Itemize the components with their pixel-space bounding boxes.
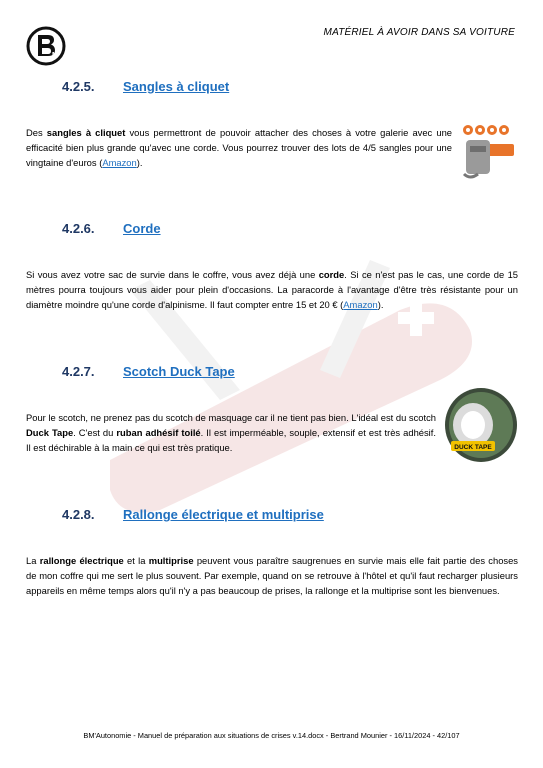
svg-text:M: M <box>52 52 58 59</box>
section-heading-rallonge <box>62 507 324 522</box>
section-title-link[interactable]: Scotch Duck Tape <box>123 364 235 379</box>
section-number: 4.2.5. <box>62 79 95 94</box>
paragraph-scotch: Pour le scotch, ne prenez pas du scotch de masquage car il ne tient pas bien. L'idéal est du scotch Duck Tape. C'est du ruban adhésif toilé. Il est imperméable, souple, extensif et est très adhésif. Il est déchirable à la main ce qui est très pratique. <box>26 412 436 453</box>
section-number: 4.2.8. <box>62 507 95 522</box>
bm-logo <box>26 26 66 66</box>
tape-brand-label: DUCK TAPE <box>454 444 492 451</box>
section-title-link[interactable]: Rallonge électrique et multiprise <box>123 507 324 522</box>
paragraph-sangles: Des sangles à cliquet vous permettront de pouvoir attacher des choses à votre galerie avec une efficacité bien plus grande qu'avec une corde. Vous pourrez trouver des lots de 4/5 sangles pour une vingtaine d'euros (Amazon). <box>26 127 452 168</box>
section-number: 4.2.7. <box>62 364 95 379</box>
section-heading-corde <box>62 221 161 236</box>
amazon-link[interactable]: Amazon <box>343 299 378 310</box>
running-header-title: MATÉRIEL À AVOIR DANS SA VOITURE <box>323 27 515 38</box>
ratchet-straps-image <box>460 122 516 182</box>
paragraph-rallonge: La rallonge électrique et la multiprise peuvent vous paraître saugrenues en survie mais elle fait partie des choses de mon coffre qui me sert le plus souvent. Par exemple, quand on se retrouve à l'hôtel et qu'il faut recharger plusieurs appareils en même temps alors qu'il n'y a pas beaucoup de prises, la rallonge et la multiprise sont les bienvenues. <box>26 555 518 596</box>
duck-tape-roll-image <box>443 385 519 465</box>
amazon-link[interactable]: Amazon <box>102 157 137 168</box>
section-title-link[interactable]: Corde <box>123 221 161 236</box>
section-heading-scotch <box>62 364 235 379</box>
paragraph-corde: Si vous avez votre sac de survie dans le coffre, vous avez déjà une corde. Si ce n'est pas le cas, une corde de 15 mètres pourra toujours vous aider pour plein d'occasions. La paracorde à l'avantage d'être très résistante pour un diamètre moindre qu'une corde d'alpinisme. Il faut compter entre 15 et 20 € (Amazon). <box>26 269 518 310</box>
section-title-link[interactable]: Sangles à cliquet <box>123 79 230 94</box>
section-number: 4.2.6. <box>62 221 95 236</box>
page-footer: BM'Autonomie - Manuel de préparation aux situations de crises v.14.docx - Bertrand Mounier - 16/11/2024 - 42/107 <box>83 731 460 740</box>
section-heading-sangles <box>62 79 229 94</box>
